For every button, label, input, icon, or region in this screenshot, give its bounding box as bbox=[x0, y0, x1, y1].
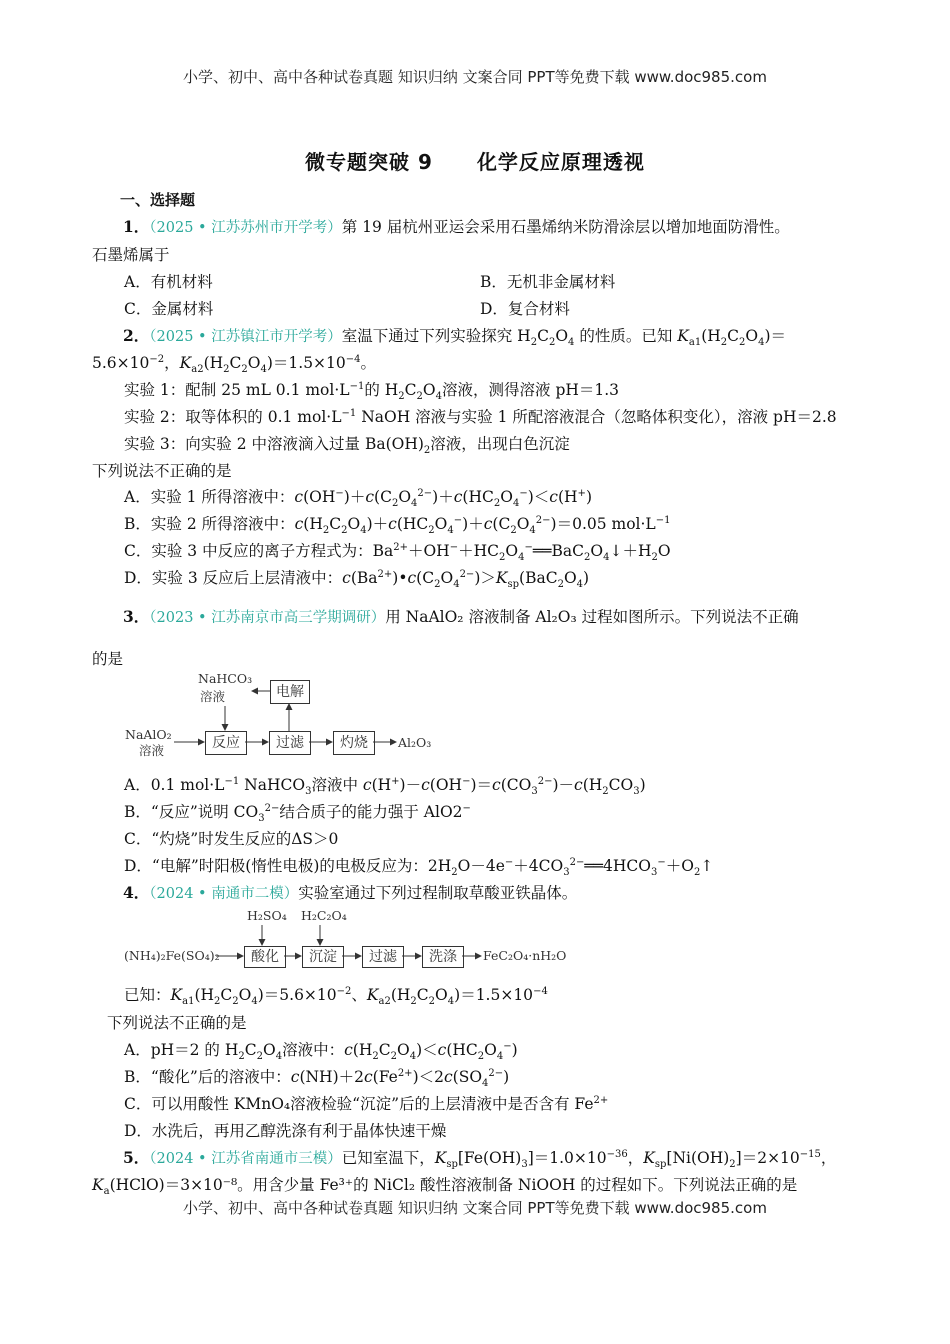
q2-stem: 2．（2025 • 江苏镇江市开学考）室温下通过下列实验探究 $H_2C_2O_4$ 的性质。已知 $K_{a1}(H_2C_2O_4)=$ bbox=[123, 326, 787, 349]
q2-ask: 下列说法不正确的是 bbox=[92, 462, 232, 480]
flow-label-naalo2: NaAlO₂ bbox=[125, 727, 172, 742]
q5-stem: 5．（2024 • 江苏省南通市三模）已知室温下，$K_{sp}[Fe(OH)_3]=1.0\times 10^{-36}$，$K_{sp}[Ni(OH)_2]=2\times 10^{-15}$， bbox=[123, 1148, 837, 1171]
flow-label-solution-2: 溶液 bbox=[139, 743, 165, 758]
q1-stem: 1．（2025 • 江苏苏州市开学考）第 19 届杭州亚运会采用石墨烯纳米防滑涂层以增加地面防滑性。 bbox=[123, 217, 790, 236]
q3-stem-2: 的是 bbox=[92, 650, 124, 668]
q4-option-a: A．pH＝2 的 $H_2C_2O_4$溶液中：$c(H_2C_2O_4)<c(HC_2O_4^-)$ bbox=[124, 1040, 518, 1063]
q1-option-c: C．金属材料 bbox=[124, 300, 214, 318]
q3-option-a: A．0.1 $mol\cdot L^{-1}$ NaHCO$_3$溶液中 $c(H^+)-c(OH^-)=c(CO_3^{2-})-c(H_2CO_3)$ bbox=[124, 775, 646, 798]
q3-option-c: C．“灼烧”时发生反应的ΔS＞0 bbox=[124, 830, 339, 848]
q3-option-b: B．“反应”说明 $CO_3^{2-}$结合质子的能力强于 AlO2− bbox=[124, 802, 471, 825]
page-footer: 小学、初中、高中各种试卷真题 知识归纳 文案合同 PPT等免费下载 www.doc985.com bbox=[183, 1199, 767, 1217]
q3-stem: 3．（2023 • 江苏南京市高三学期调研）用 NaAlO₂ 溶液制备 Al₂O₃ 过程如图所示。下列说法不正确 bbox=[123, 607, 799, 626]
flow-label-h2so4: H₂SO₄ bbox=[247, 908, 287, 923]
q2-exp3: 实验 3：向实验 2 中溶液滴入过量 $Ba(OH)_2$溶液，出现白色沉淀 bbox=[124, 435, 570, 457]
flow-box-electrolysis: 电解 bbox=[270, 680, 310, 704]
q5-stem-2: $K_a(HClO)=3\times 10^{-8}$。用含少量 Fe³⁺的 NiCl₂ 酸性溶液制备 NiOOH 的过程如下。下列说法正确的是 bbox=[92, 1176, 798, 1198]
flow-label-h2c2o4: H₂C₂O₄ bbox=[301, 908, 347, 923]
q2-exp1: 实验 1：配制 25 mL 0.1 $mol\cdot L^{-1}$的 $H_2C_2O_4$溶液，测得溶液 pH＝1.3 bbox=[124, 380, 620, 403]
q1-option-a: A．有机材料 bbox=[124, 273, 213, 291]
flow-box-reaction: 反应 bbox=[205, 731, 247, 755]
q4-stem: 4．（2024 • 南通市二模）实验室通过下列过程制取草酸亚铁晶体。 bbox=[123, 883, 578, 902]
flow-label-nahco3: NaHCO₃ bbox=[198, 671, 253, 686]
q4-ask: 下列说法不正确的是 bbox=[107, 1014, 247, 1032]
q3-option-d: D．“电解”时阳极(惰性电极)的电极反应为：$2H_2O-4e^-+4CO_3^{2-}══4HCO_3^-+O_2↑$ bbox=[124, 856, 714, 879]
q4-option-c: C．可以用酸性 KMnO₄溶液检验“沉淀”后的上层清液中是否含有 $Fe^{2+}$ bbox=[124, 1094, 609, 1113]
flow-label-al2o3: Al₂O₃ bbox=[398, 735, 432, 750]
q2-option-a: A．实验 1 所得溶液中：$c(OH^-)+c(C_2O_4^{2-})+c(HC_2O_4^-)<c(H^+)$ bbox=[124, 487, 592, 510]
q2-stem-2: $5.6\times 10^{-2}$，$K_{a2}(H_2C_2O_4)=1.5\times 10^{-4}$。 bbox=[92, 353, 377, 376]
q4-option-b: B．“酸化”后的溶液中：$c(NH)+2c(Fe^{2+})<2c(SO_4^{2-})$ bbox=[124, 1067, 510, 1090]
flow-label-product: FeC₂O₄·nH₂O bbox=[483, 948, 567, 963]
flow-box-filter: 过滤 bbox=[269, 731, 311, 755]
page-header: 小学、初中、高中各种试卷真题 知识归纳 文案合同 PPT等免费下载 www.doc985.com bbox=[183, 68, 767, 86]
flow-box-wash: 洗涤 bbox=[422, 946, 464, 968]
flow-label-ammonium-iron-sulfate: (NH₄)₂Fe(SO₄)₂ bbox=[124, 948, 220, 963]
q1-option-d: D．复合材料 bbox=[480, 300, 570, 318]
flow-box-acidify: 酸化 bbox=[244, 946, 286, 968]
q2-exp2: 实验 2：取等体积的 0.1 $mol\cdot L^{-1}$ NaOH 溶液与实验 1 所配溶液混合（忽略体积变化），溶液 pH＝2.8 bbox=[124, 407, 837, 426]
flow-box-calcine: 灼烧 bbox=[333, 731, 375, 755]
q1-stem-2: 石墨烯属于 bbox=[92, 246, 170, 264]
q1-option-b: B．无机非金属材料 bbox=[480, 273, 616, 291]
flow-box-precipitate: 沉淀 bbox=[302, 946, 344, 968]
q2-option-d: D．实验 3 反应后上层清液中：$c(Ba^{2+})•c(C_2O_4^{2-})>K_{sp}(BaC_2O_4)$ bbox=[124, 568, 590, 591]
q4-known: 已知：$K_{a1}(H_2C_2O_4)=5.6\times 10^{-2}$、$K_{a2}(H_2C_2O_4)=1.5\times 10^{-4}$ bbox=[124, 985, 548, 1008]
q2-option-b: B．实验 2 所得溶液中：$c(H_2C_2O_4)+c(HC_2O_4^-)+c(C_2O_4^{2-})=0.05$ $mol\cdot L^{-1}$ bbox=[124, 514, 671, 537]
page-title: 微专题突破 9 化学反应原理透视 bbox=[305, 150, 645, 174]
flow-label-solution-1: 溶液 bbox=[200, 689, 226, 704]
q4-option-d: D．水洗后，再用乙醇洗涤有利于晶体快速干燥 bbox=[124, 1122, 447, 1140]
flow-box-filter-2: 过滤 bbox=[362, 946, 404, 968]
q2-option-c: C．实验 3 中反应的离子方程式为：$Ba^{2+}+OH^-+HC_2O_4^-══BaC_2O_4↓+H_2O$ bbox=[124, 541, 671, 564]
section-heading: 一、选择题 bbox=[120, 191, 196, 209]
